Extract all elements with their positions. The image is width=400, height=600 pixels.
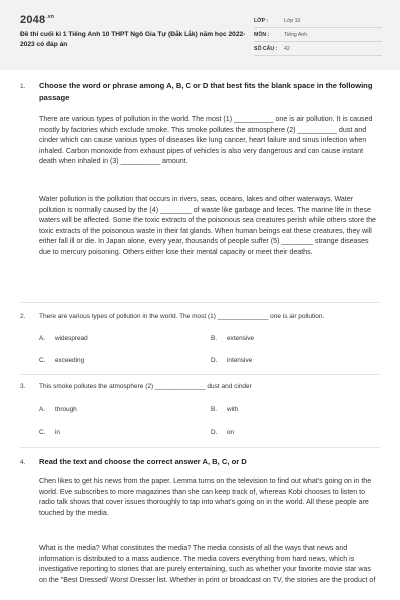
- site-logo[interactable]: [20, 14, 54, 26]
- meta-value: 42: [284, 45, 290, 52]
- option-letter: B.: [211, 335, 218, 342]
- meta-key: SỐ CÂU :: [254, 45, 278, 52]
- divider: [20, 447, 380, 448]
- question-number: 2.: [20, 313, 26, 320]
- option-letter: C.: [39, 429, 46, 436]
- answer-option-d[interactable]: [211, 429, 234, 436]
- option-text: on: [227, 429, 235, 436]
- meta-row-count: [254, 42, 382, 56]
- option-text: with: [227, 406, 239, 413]
- passage-paragraph: Chen likes to get his news from the paper. Lemma turns on the television to find out what's going on in the world. Eve subscribes to more magazines than she can keep track of, whereas Kobi chooses to listen to radio talk shows that cover issues thoroughly to tap into what's going on in the world. All these people are touched by the media.: [39, 477, 372, 517]
- question-prompt: Choose the word or phrase among A, B, C or D that best fits the blank space in the following passage: [39, 81, 373, 102]
- option-letter: C.: [39, 357, 46, 364]
- option-letter: D.: [211, 357, 218, 364]
- passage-paragraph: Water pollution is the pollution that occurs in rivers, seas, oceans, lakes and other waterways. Water pollution is normally caused by the (4) ________ of waste like garbage and feces. The marine life in these waters will be affected. Some the toxic extracts of the poisonous sea creatures perish while others store the toxic extracts of the poisonous waste in their fat glands. When human beings eat these creatures, they will either fall ill or die. In Japan alone, every year, thousands of people suffer (5) ________ strange diseases due to mercury poisoning. Others either lose their mental capacity or meet their deaths.: [39, 195, 376, 256]
- option-text: exceeding: [55, 357, 85, 364]
- option-text: extensive: [227, 335, 254, 342]
- answer-option-a[interactable]: [39, 406, 77, 413]
- option-text: through: [55, 406, 77, 413]
- option-text: widespread: [55, 335, 88, 342]
- meta-row-subject: [254, 28, 382, 42]
- document-header: [0, 0, 400, 70]
- meta-value: Lớp 10: [284, 17, 301, 24]
- document-body: [0, 70, 400, 600]
- answer-option-c[interactable]: [39, 429, 60, 436]
- passage-paragraph: There are various types of pollution in the world. The most (1) __________ one is air pollution. It is caused mostly by factories which exclude smoke. This smoke pollutes the atmosphere (2) __________ dust and cinder which can cause various types of diseases like lung cancer, heart failure and sinus infection when inhaled. Carbon monoxide from exhaust pipes of vehicles is also very dangerous and can cause instant death when inhaled in (3) __________ amount.: [39, 115, 373, 166]
- answer-option-b[interactable]: [211, 406, 238, 413]
- divider: [20, 302, 380, 303]
- option-letter: A.: [39, 406, 46, 413]
- question-number: 3.: [20, 383, 26, 390]
- answer-option-c[interactable]: [39, 357, 84, 364]
- question-text: This smoke pollutes the atmosphere (2) ______________ dust and cinder: [39, 383, 252, 390]
- answer-option-a[interactable]: [39, 335, 88, 342]
- question-number: 4.: [20, 459, 26, 466]
- option-letter: D.: [211, 429, 218, 436]
- meta-key: LỚP :: [254, 17, 269, 24]
- option-letter: B.: [211, 406, 218, 413]
- option-text: in: [55, 429, 60, 436]
- meta-value: Tiếng Anh: [284, 31, 308, 38]
- answer-option-d[interactable]: [211, 357, 252, 364]
- question-number: 1.: [20, 83, 26, 90]
- meta-row-class: [254, 14, 382, 28]
- meta-key: MÔN :: [254, 31, 270, 38]
- question-text: There are various types of pollution in the world. The most (1) ______________ one is air pollution.: [39, 313, 325, 320]
- divider: [20, 374, 380, 375]
- option-text: intensive: [227, 357, 253, 364]
- option-letter: A.: [39, 335, 46, 342]
- logo-text: 2048: [20, 14, 46, 26]
- passage-paragraph: What is the media? What constitutes the media? The media consists of all the ways that news and information is distributed to a mass audience. The media covers everything from hard news, which is investigative reporting to stories that are purely entertaining, such as whether your favorite movie star was on the "Best Dressed/ Worst Dresser list. Whether in print or broadcast on TV, the stories are the product of: [39, 544, 376, 584]
- document-title: Đề thi cuối kì 1 Tiếng Anh 10 THPT Ngô Gia Tự (Đắk Lắk) năm học 2022-2023 có đáp án: [20, 31, 246, 48]
- document-meta: [254, 14, 382, 56]
- answer-option-b[interactable]: [211, 335, 254, 342]
- question-prompt: Read the text and choose the correct answer A, B, C, or D: [39, 457, 247, 466]
- logo-suffix: .vn: [46, 14, 55, 20]
